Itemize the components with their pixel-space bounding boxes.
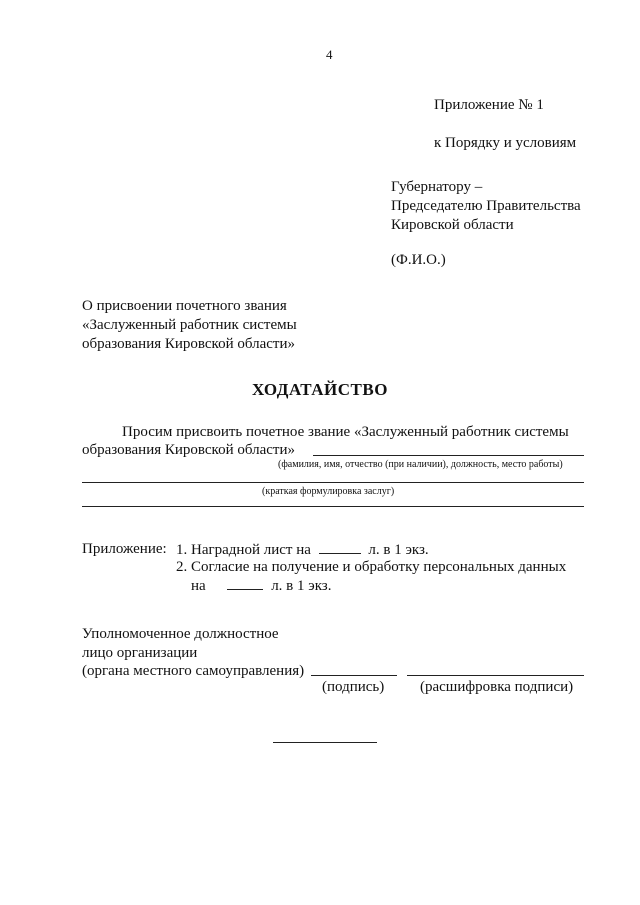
signatory-line-1: Уполномоченное должностное <box>82 626 279 642</box>
signature-decoding-label: (расшифровка подписи) <box>420 679 574 695</box>
signature-label: (подпись) <box>322 679 385 695</box>
signature-field-line <box>311 675 397 676</box>
signature-decoding-field-line <box>407 675 584 676</box>
attachment-item-2-suffix: л. в 1 экз. <box>271 578 332 594</box>
page-number: 4 <box>326 47 333 62</box>
addressee-fio: (Ф.И.О.) <box>391 252 446 268</box>
attachments-label: Приложение: <box>82 541 167 557</box>
appendix-title: Приложение № 1 <box>434 97 544 113</box>
merits-field-hint: (краткая формулировка заслуг) <box>262 486 395 497</box>
subject-line-2: «Заслуженный работник системы <box>82 317 297 333</box>
subject-line-1: О присвоении почетного звания <box>82 298 287 314</box>
nominee-field-line <box>313 455 584 456</box>
attachment-item-1-blank <box>319 540 361 554</box>
signatory-line-3: (органа местного самоуправления) <box>82 663 305 679</box>
addressee-line-1: Губернатору – <box>391 179 483 195</box>
addressee-line-3: Кировской области <box>391 217 514 233</box>
body-line-1: Просим присвоить почетное звание «Заслуженный работник системы <box>122 424 569 440</box>
attachment-item-2-prefix: на <box>191 578 206 594</box>
merits-field-line-1 <box>82 482 584 483</box>
nominee-field-hint: (фамилия, имя, отчество (при наличии), должность, место работы) <box>278 459 563 470</box>
appendix-reference: к Порядку и условиям <box>434 135 577 151</box>
attachment-item-1-text: 1. Наградной лист на <box>176 542 311 558</box>
subject-line-3: образования Кировской области» <box>82 336 296 352</box>
attachment-item-2-line-1: 2. Согласие на получение и обработку персональных данных <box>176 559 567 575</box>
addressee-line-2: Председателю Правительства <box>391 198 581 214</box>
document-heading: ХОДАТАЙСТВО <box>252 380 388 399</box>
attachment-item-1 <box>176 540 429 559</box>
closing-divider <box>273 742 377 743</box>
merits-field-line-2 <box>82 506 584 507</box>
body-line-2: образования Кировской области» <box>82 442 296 458</box>
attachment-item-2-line-2 <box>191 576 331 595</box>
attachment-item-1-suffix: л. в 1 экз. <box>368 542 429 558</box>
attachment-item-2-blank <box>227 576 263 590</box>
signatory-line-2: лицо организации <box>82 645 198 661</box>
